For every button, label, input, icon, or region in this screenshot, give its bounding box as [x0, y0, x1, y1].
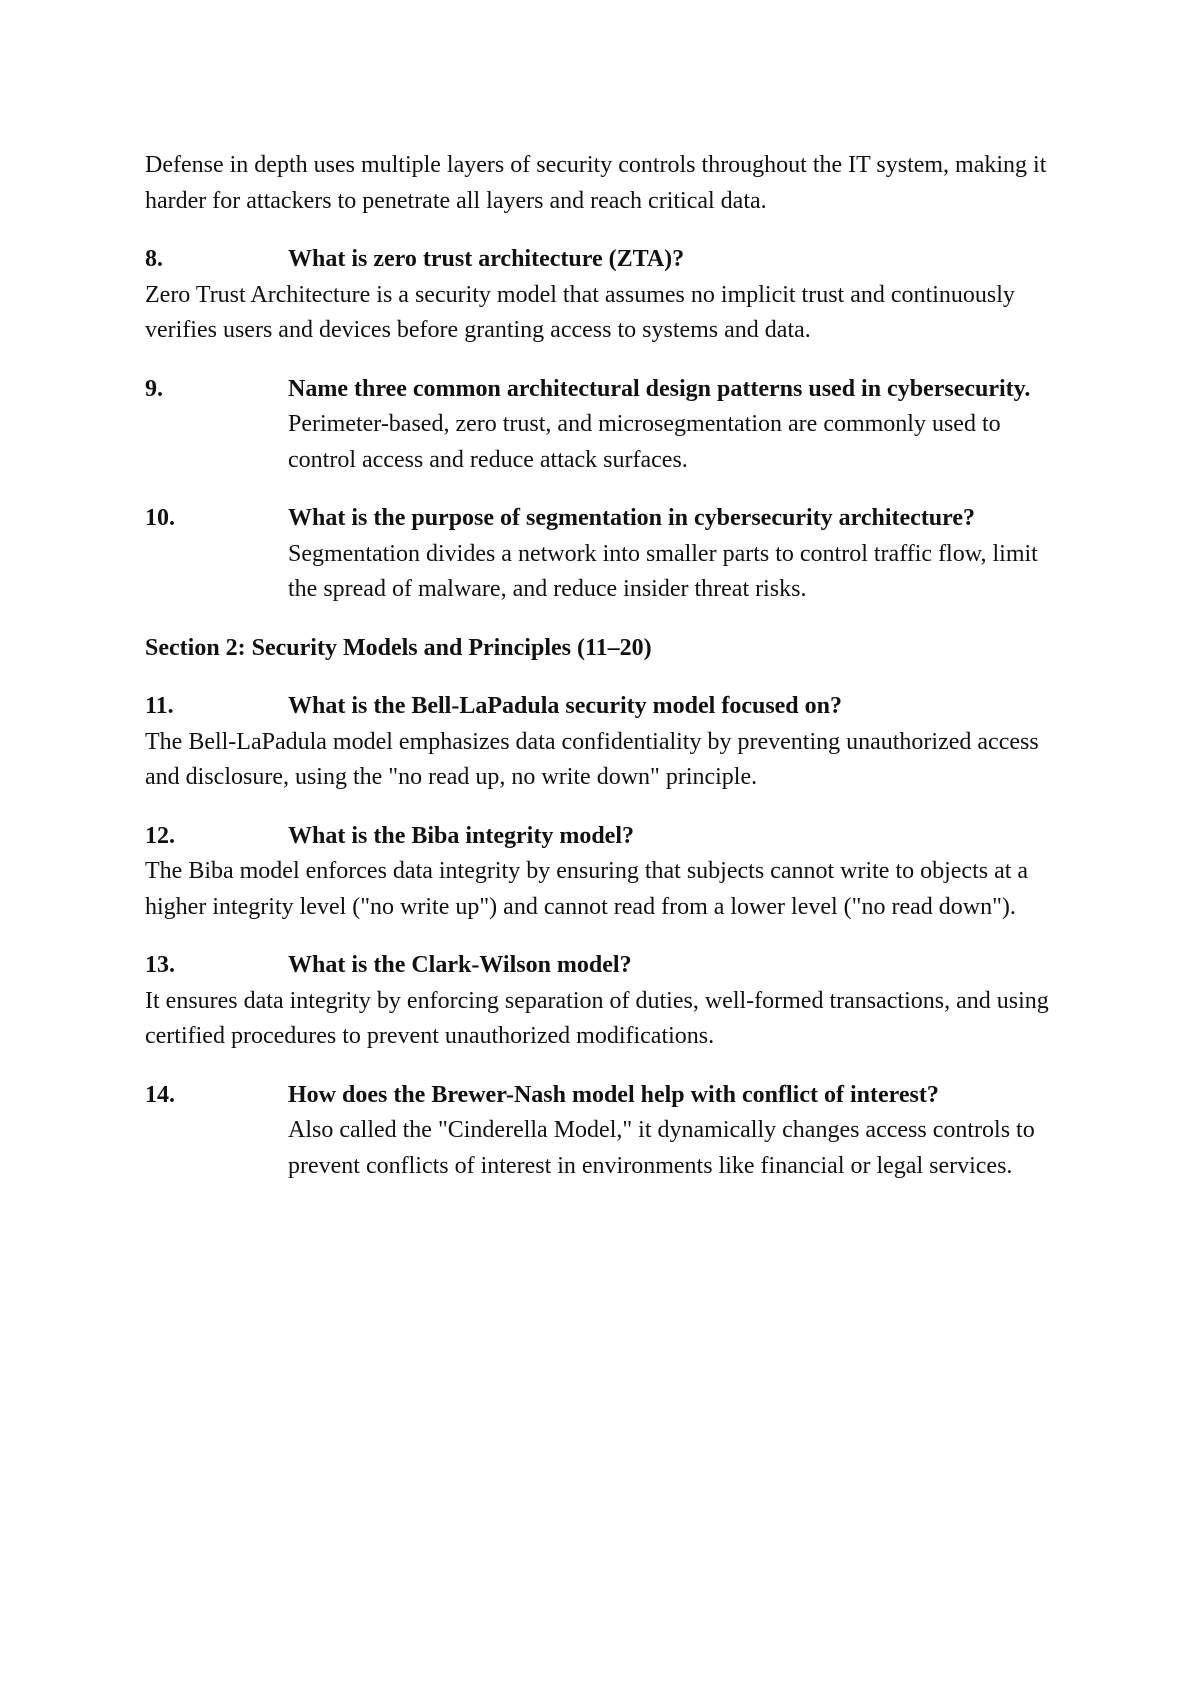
- question-text: Name three common architectural design patterns used in cybersecurity.: [288, 375, 1031, 402]
- question-body: [288, 372, 1072, 479]
- answer-text: Segmentation divides a network into smaller parts to control traffic flow, limit the spread of malware, and reduce insider threat risks.: [288, 540, 1038, 602]
- question-number: 11.: [145, 693, 174, 719]
- question-number: 9.: [145, 375, 163, 402]
- question-text: What is the purpose of segmentation in cybersecurity architecture?: [288, 505, 976, 531]
- answer-text: Perimeter-based, zero trust, and microsegmentation are commonly used to control access and reduce attack surfaces.: [288, 411, 1001, 473]
- question-text: What is the Clark-Wilson model?: [288, 952, 632, 978]
- question-number: 12.: [145, 822, 175, 849]
- question-number: 10.: [145, 505, 175, 531]
- answer-text: Also called the "Cinderella Model," it dynamically changes access controls to prevent conflicts of interest in environments like financial or legal services.: [288, 1117, 1035, 1179]
- question-text: What is the Biba integrity model?: [288, 822, 634, 849]
- question-number: 14.: [145, 1081, 175, 1108]
- question-text: How does the Brewer-Nash model help with conflict of interest?: [288, 1081, 939, 1108]
- question-text: What is the Bell-LaPadula security model focused on?: [288, 693, 843, 719]
- qa-item-11: [145, 689, 1072, 796]
- question-line: [145, 819, 1072, 855]
- answer-text: The Bell-LaPadula model emphasizes data confidentiality by preventing unauthorized access and disclosure, using the "no read up, no write down" principle.: [145, 728, 1039, 790]
- question-number: 13.: [145, 952, 175, 978]
- qa-item-9: [145, 372, 1072, 479]
- qa-item-13: [145, 948, 1072, 1055]
- qa-item-10: [145, 501, 1072, 608]
- qa-item-8: [145, 242, 1072, 349]
- question-line: [145, 689, 1072, 725]
- answer-text: The Biba model enforces data integrity by ensuring that subjects cannot write to objects at a higher integrity level ("no write up") and cannot read from a lower level ("no read down").: [145, 858, 1029, 920]
- question-body: [288, 1078, 1072, 1185]
- intro-paragraph: Defense in depth uses multiple layers of security controls throughout the IT system, making it harder for attackers to penetrate all layers and reach critical data.: [145, 152, 1047, 214]
- question-line: [145, 948, 1072, 984]
- section-heading: Section 2: Security Models and Principles (11–20): [145, 634, 652, 661]
- answer-text: It ensures data integrity by enforcing separation of duties, well-formed transactions, and using certified procedures to prevent unauthorized modifications.: [145, 987, 1049, 1049]
- question-body: [288, 501, 1072, 608]
- question-text: What is zero trust architecture (ZTA)?: [288, 246, 685, 272]
- answer-text: Zero Trust Architecture is a security model that assumes no implicit trust and continuously verifies users and devices before granting access to systems and data.: [145, 281, 1015, 343]
- qa-item-14: [145, 1078, 1072, 1185]
- qa-item-12: [145, 819, 1072, 926]
- question-line: [145, 242, 1072, 278]
- question-number: 8.: [145, 246, 163, 272]
